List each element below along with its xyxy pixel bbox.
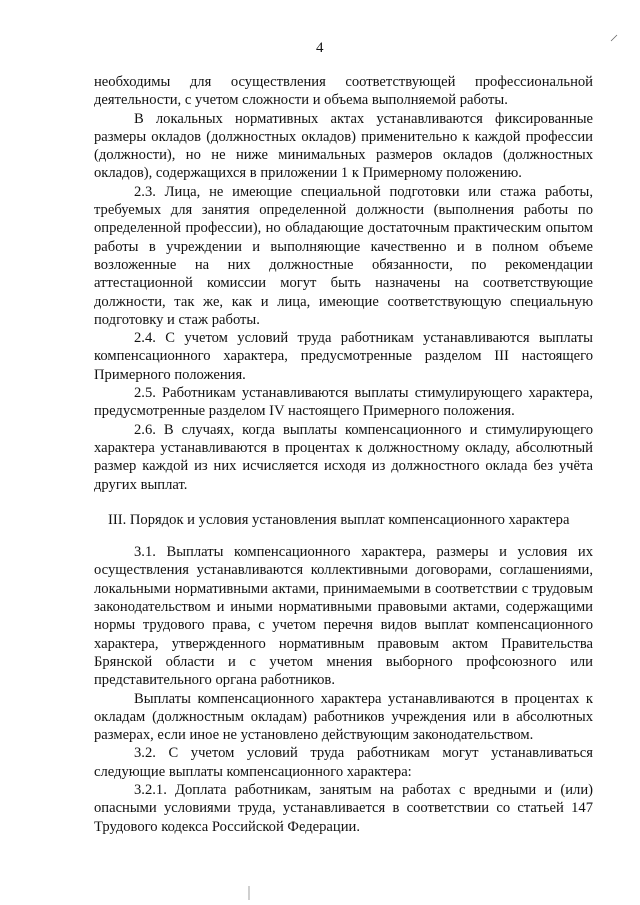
paragraph-2-3: 2.3. Лица, не имеющие специальной подготовки или стажа работы, требуемых для занятия определенной должности (выполнения работы по определенной профессии), но обладающие достаточным практическим опытом работы в учреждении и выполняющие качественно и в полном объеме возложенные на них должностные обязанности, по рекомендации аттестационной комиссии могут быть назначены на соответствующие должности, так же, как и лица, имеющие соответствующую специальную подготовку и стаж работы. [94, 183, 593, 328]
paragraph-compensation-percent: Выплаты компенсационного характера устанавливаются в процентах к окладам (должностным окладам) работников учреждения или в абсолютных размерах, если иное не установлено действующим законодательством. [94, 690, 593, 744]
paragraph-2-5: 2.5. Работникам устанавливаются выплаты стимулирующего характера, предусмотренные разделом IV настоящего Примерного положения. [94, 385, 593, 420]
paragraph-3-2: 3.2. С учетом условий труда работникам могут устанавливаться следующие выплаты компенсационного характера: [94, 745, 593, 780]
paragraph-continuation: необходимы для осуществления соответствующей профессиональной деятельности, с учетом сложности и объема выполняемой работы. [94, 74, 593, 109]
page-number: 4 [316, 40, 324, 56]
paragraph-2-6: 2.6. В случаях, когда выплаты компенсационного и стимулирующего характера устанавливаются в процентах к должностному окладу, абсолютный размер каждой из них исчисляется исходя из должностного оклада без учёта других выплат. [94, 421, 593, 493]
paragraph-fixed-salaries: В локальных нормативных актах устанавливаются фиксированные размеры окладов (должностных окладов) применительно к каждой профессии (должности), но не ниже минимальных размеров окладов (должностных окладов), содержащихся в приложении 1 к Примерному положению. [94, 110, 593, 182]
document-body [94, 73, 593, 836]
paragraph-3-2-1: 3.2.1. Доплата работникам, занятым на работах с вредными и (или) опасными условиями труда, устанавливается в соответствии со статьей 147 Трудового кодекса Российской Федерации. [94, 781, 593, 835]
scan-speck-mark [610, 34, 618, 42]
paragraph-2-4: 2.4. С учетом условий труда работникам устанавливаются выплаты компенсационного характера, предусмотренные разделом III настоящего Примерного положения. [94, 330, 593, 383]
paragraph-3-1: 3.1. Выплаты компенсационного характера, размеры и условия их осуществления устанавливаются коллективными договорами, соглашениями, локальными нормативными актами, принимаемыми в соответствии с трудовым законодательством и иными нормативными правовыми актами, содержащими нормы трудового права, с учетом перечня видов выплат компенсационного характера, утвержденного нормативным правовым актом Правительства Брянской области и с учетом мнения выборного профсоюзного или представительного органа работников. [94, 544, 593, 689]
scan-line-mark [247, 886, 251, 900]
section-3-heading: III. Порядок и условия установления выплат компенсационного характера [108, 511, 570, 528]
